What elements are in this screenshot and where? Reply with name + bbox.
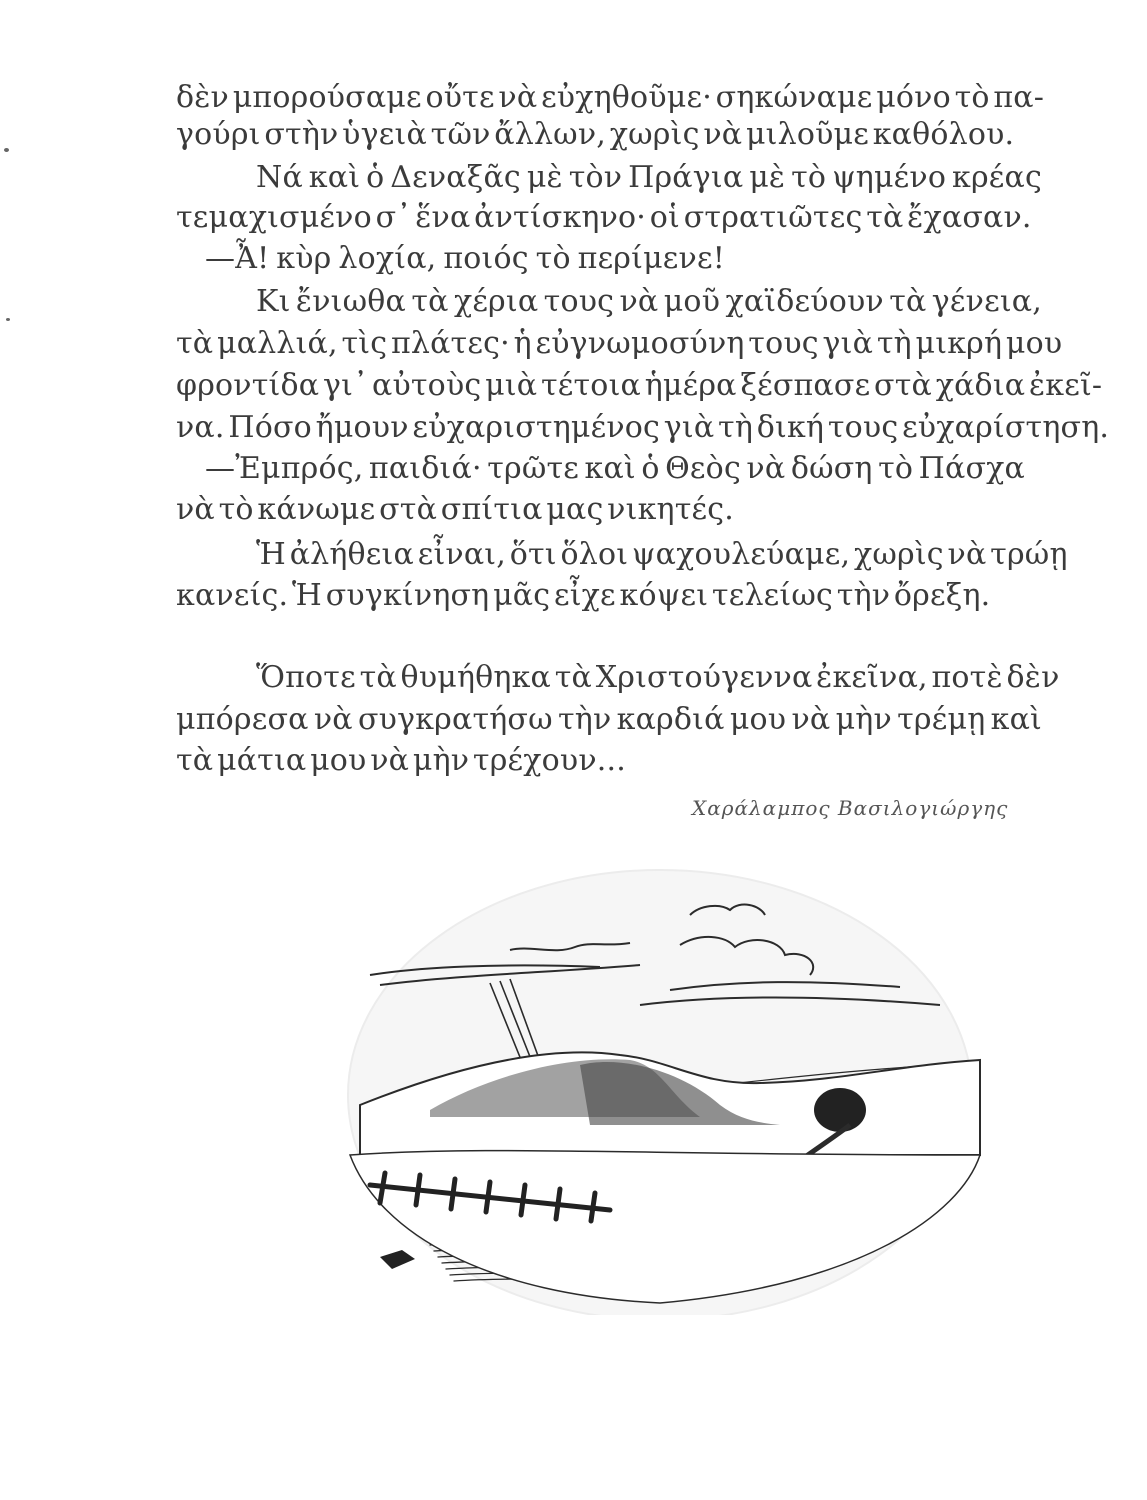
text-line-11: νὰ τὸ κάνωμε στὰ σπίτια μας νικητές. (176, 492, 734, 527)
scan-speck (4, 148, 9, 152)
text-line-1: δὲν μπορούσαμε οὔτε νὰ εὐχηθοῦμε· σηκώναμε μόνο τὸ πα- (176, 80, 1045, 115)
text-line-5: —Ἆ! κὺρ λοχία, ποιός τὸ περίμενε! (205, 241, 725, 276)
text-line-8: φροντίδα γι᾽ αὐτοὺς μιὰ τέτοια ἡμέρα ξέσπασε στὰ χάδια ἐκεῖ- (176, 368, 1103, 403)
text-line-7: τὰ μαλλιά, τὶς πλάτες· ἡ εὐγνωμοσύνη τους γιὰ τὴ μικρή μου (176, 326, 1063, 361)
text-line-15: μπόρεσα νὰ συγκρατήσω τὴν καρδιά μου νὰ μὴν τρέμῃ καὶ (176, 702, 1042, 737)
text-line-4: τεμαχισμένο σ᾽ ἕνα ἀντίσκηνο· οἱ στρατιῶτες τὰ ἔχασαν. (176, 200, 1032, 235)
foreground-field (350, 1151, 980, 1303)
text-line-3: Νά καὶ ὁ Δεναξᾶς μὲ τὸν Πράγια μὲ τὸ ψημένο κρέας (256, 160, 1042, 195)
text-line-13: κανείς. Ἡ συγκίνηση μᾶς εἶχε κόψει τελείως τὴν ὄρεξη. (176, 578, 991, 613)
scan-speck (6, 318, 10, 321)
landscape-engraving-icon (340, 855, 990, 1315)
author-signature: Χαράλαμπος Βασιλογιώργης (692, 796, 1009, 820)
text-line-12: Ἡ ἀλήθεια εἶναι, ὅτι ὅλοι ψαχουλεύαμε, χωρὶς νὰ τρώῃ (256, 537, 1068, 572)
text-line-16: τὰ μάτια μου νὰ μὴν τρέχουν... (176, 743, 627, 778)
text-line-9: να. Πόσο ἤμουν εὐχαριστημένος γιὰ τὴ δική τους εὐχαρίστηση. (176, 410, 1110, 445)
tree-icon (814, 1088, 866, 1132)
landscape-engraving-svg (340, 855, 990, 1315)
rock-icon (380, 1250, 415, 1269)
text-line-6: Κι ἔνιωθα τὰ χέρια τους νὰ μοῦ χαϊδεύουν τὰ γένεια, (256, 284, 1042, 319)
text-line-14: Ὅποτε τὰ θυμήθηκα τὰ Χριστούγεννα ἐκεῖνα, ποτὲ δὲν (256, 660, 1060, 695)
text-line-2: γούρι στὴν ὑγειὰ τῶν ἄλλων, χωρὶς νὰ μιλοῦμε καθόλου. (176, 117, 1015, 152)
text-line-10: —Ἐμπρός, παιδιά· τρῶτε καὶ ὁ Θεὸς νὰ δώση τὸ Πάσχα (205, 451, 1025, 486)
